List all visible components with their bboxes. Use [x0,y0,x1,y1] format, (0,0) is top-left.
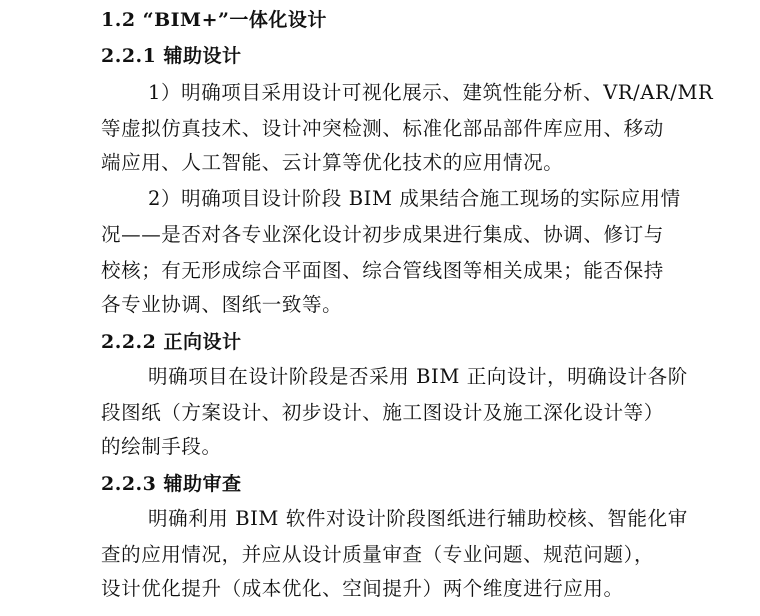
paragraph-line: 等虚拟仿真技术、设计冲突检测、标准化部品部件库应用、移动 [101,117,664,140]
subsection-heading-2-2-2: 2.2.2 正向设计 [101,331,242,353]
paragraph-line: 明确项目在设计阶段是否采用 BIM 正向设计，明确设计各阶 [148,365,688,388]
paragraph-line: 各专业协调、图纸一致等。 [101,293,343,316]
paragraph-line: 1）明确项目采用设计可视化展示、建筑性能分析、VR/AR/MR [148,81,714,104]
paragraph-line: 查的应用情况，并应从设计质量审查（专业问题、规范问题）， [101,543,655,566]
subsection-heading-2-2-1: 2.2.1 辅助设计 [101,45,242,67]
paragraph-line: 况——是否对各专业深化设计初步成果进行集成、协调、修订与 [101,223,664,246]
paragraph-line: 段图纸（方案设计、初步设计、施工图设计及施工深化设计等） [101,401,664,424]
section-heading: 1.2 “BIM+”一体化设计 [101,9,327,31]
paragraph-line: 端应用、人工智能、云计算等优化技术的应用情况。 [101,151,564,174]
paragraph-line: 设计优化提升（成本优化、空间提升）两个维度进行应用。 [101,577,624,600]
paragraph-line: 2）明确项目设计阶段 BIM 成果结合施工现场的实际应用情 [148,187,681,210]
paragraph-line: 校核；有无形成综合平面图、综合管线图等相关成果；能否保持 [101,259,664,282]
paragraph-line: 的绘制手段。 [101,435,222,458]
subsection-heading-2-2-3: 2.2.3 辅助审查 [101,473,242,495]
paragraph-line: 明确利用 BIM 软件对设计阶段图纸进行辅助校核、智能化审 [148,507,688,530]
